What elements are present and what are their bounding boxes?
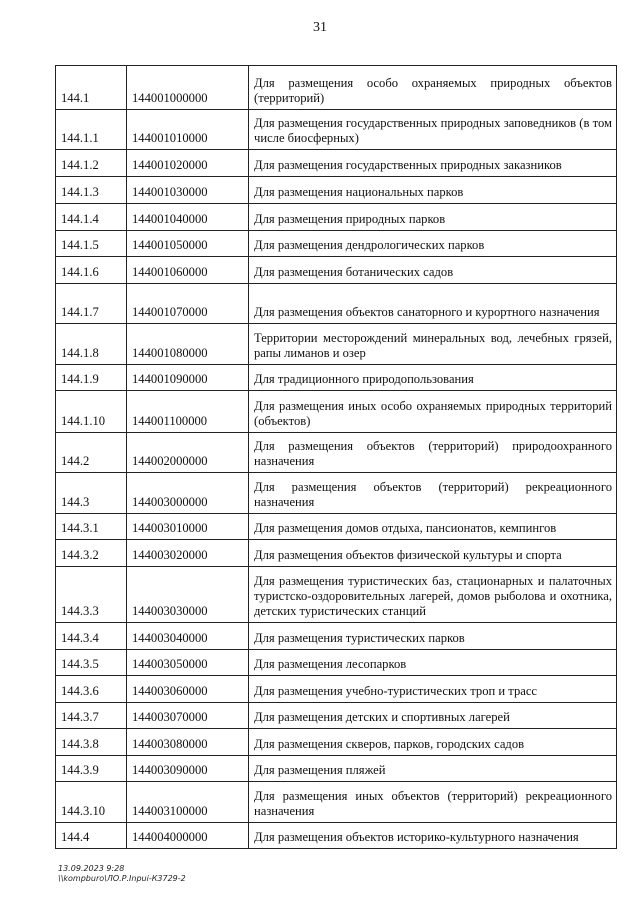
table-row xyxy=(56,703,617,729)
row-description: Для размещения объектов (территорий) природоохранного назначения xyxy=(249,433,617,473)
row-number: 144.3.10 xyxy=(56,782,127,823)
row-number: 144.3.9 xyxy=(56,756,127,782)
table-row xyxy=(56,391,617,433)
row-code: 144001080000 xyxy=(127,324,249,365)
row-description: Для размещения объектов физической культуры и спорта xyxy=(249,540,617,567)
row-code: 144001060000 xyxy=(127,257,249,284)
table-row xyxy=(56,231,617,257)
table-row xyxy=(56,110,617,150)
row-description: Для размещения объектов (территорий) рекреационного назначения xyxy=(249,473,617,514)
row-code: 144003000000 xyxy=(127,473,249,514)
row-code: 144001020000 xyxy=(127,150,249,177)
table-row xyxy=(56,150,617,177)
row-description: Для размещения учебно-туристических троп и трасс xyxy=(249,676,617,703)
row-code: 144001100000 xyxy=(127,391,249,433)
row-code: 144003100000 xyxy=(127,782,249,823)
row-description: Для традиционного природопользования xyxy=(249,365,617,391)
row-description: Для размещения пляжей xyxy=(249,756,617,782)
table-row xyxy=(56,473,617,514)
row-number: 144.4 xyxy=(56,823,127,849)
page-number: 31 xyxy=(313,20,327,35)
row-number: 144.1.4 xyxy=(56,204,127,231)
row-code: 144003040000 xyxy=(127,623,249,650)
row-description: Для размещения скверов, парков, городских садов xyxy=(249,729,617,756)
row-code: 144001090000 xyxy=(127,365,249,391)
row-number: 144.3 xyxy=(56,473,127,514)
table-row xyxy=(56,204,617,231)
row-description: Для размещения иных объектов (территорий) рекреационного назначения xyxy=(249,782,617,823)
row-code: 144001000000 xyxy=(127,66,249,110)
row-number: 144.1.5 xyxy=(56,231,127,257)
table-row xyxy=(56,729,617,756)
table-row xyxy=(56,823,617,849)
row-description: Для размещения ботанических садов xyxy=(249,257,617,284)
row-number: 144.3.6 xyxy=(56,676,127,703)
row-code: 144003030000 xyxy=(127,567,249,623)
row-code: 144001030000 xyxy=(127,177,249,204)
table-row xyxy=(56,782,617,823)
row-number: 144.1.10 xyxy=(56,391,127,433)
row-number: 144.3.3 xyxy=(56,567,127,623)
row-description: Для размещения иных особо охраняемых природных территорий (объектов) xyxy=(249,391,617,433)
row-number: 144.2 xyxy=(56,433,127,473)
row-description: Для размещения государственных природных заказников xyxy=(249,150,617,177)
row-number: 144.1.2 xyxy=(56,150,127,177)
row-number: 144.3.7 xyxy=(56,703,127,729)
row-description: Для размещения туристических парков xyxy=(249,623,617,650)
row-description: Для размещения дендрологических парков xyxy=(249,231,617,257)
row-code: 144003080000 xyxy=(127,729,249,756)
table-body xyxy=(56,66,617,849)
row-description: Для размещения лесопарков xyxy=(249,650,617,676)
row-description: Для размещения национальных парков xyxy=(249,177,617,204)
row-code: 144001010000 xyxy=(127,110,249,150)
row-description: Для размещения домов отдыха, пансионатов, кемпингов xyxy=(249,514,617,540)
footer-date: 13.09.2023 9:28 xyxy=(58,864,125,873)
row-code: 144001070000 xyxy=(127,284,249,324)
row-number: 144.1.7 xyxy=(56,284,127,324)
row-description: Для размещения детских и спортивных лагерей xyxy=(249,703,617,729)
row-code: 144003060000 xyxy=(127,676,249,703)
row-description: Для размещения объектов историко-культурного назначения xyxy=(249,823,617,849)
row-code: 144003070000 xyxy=(127,703,249,729)
table-row xyxy=(56,756,617,782)
row-code: 144003090000 xyxy=(127,756,249,782)
row-code: 144002000000 xyxy=(127,433,249,473)
row-code: 144001050000 xyxy=(127,231,249,257)
row-description: Для размещения объектов санаторного и курортного назначения xyxy=(249,284,617,324)
table-row xyxy=(56,365,617,391)
row-description: Для размещения туристических баз, стационарных и палаточных туристско-оздоровительных лагерей, домов рыболова и охотника, детских туристических станций xyxy=(249,567,617,623)
row-number: 144.1 xyxy=(56,66,127,110)
table-row xyxy=(56,514,617,540)
row-description: Для размещения природных парков xyxy=(249,204,617,231)
table-row xyxy=(56,324,617,365)
row-number: 144.3.4 xyxy=(56,623,127,650)
classification-table xyxy=(55,65,617,849)
row-number: 144.1.6 xyxy=(56,257,127,284)
row-description: Для размещения государственных природных заповедников (в том числе биосферных) xyxy=(249,110,617,150)
row-number: 144.1.8 xyxy=(56,324,127,365)
row-number: 144.1.3 xyxy=(56,177,127,204)
row-number: 144.3.5 xyxy=(56,650,127,676)
table-row xyxy=(56,567,617,623)
row-description: Для размещения особо охраняемых природных объектов (территорий) xyxy=(249,66,617,110)
table-row xyxy=(56,650,617,676)
row-code: 144003050000 xyxy=(127,650,249,676)
footer-ref: \\kompburo\ЛО.Р.Inpui-К3729-2 xyxy=(58,874,186,883)
row-number: 144.3.1 xyxy=(56,514,127,540)
row-description: Территории месторождений минеральных вод, лечебных грязей, рапы лиманов и озер xyxy=(249,324,617,365)
row-number: 144.3.2 xyxy=(56,540,127,567)
row-number: 144.3.8 xyxy=(56,729,127,756)
row-number: 144.1.1 xyxy=(56,110,127,150)
table-row xyxy=(56,284,617,324)
table-row xyxy=(56,623,617,650)
row-code: 144004000000 xyxy=(127,823,249,849)
row-number: 144.1.9 xyxy=(56,365,127,391)
footer xyxy=(58,864,186,884)
table-row xyxy=(56,676,617,703)
row-code: 144003020000 xyxy=(127,540,249,567)
row-code: 144001040000 xyxy=(127,204,249,231)
table-row xyxy=(56,433,617,473)
table-row xyxy=(56,66,617,110)
table-row xyxy=(56,177,617,204)
table-row xyxy=(56,540,617,567)
table-row xyxy=(56,257,617,284)
row-code: 144003010000 xyxy=(127,514,249,540)
